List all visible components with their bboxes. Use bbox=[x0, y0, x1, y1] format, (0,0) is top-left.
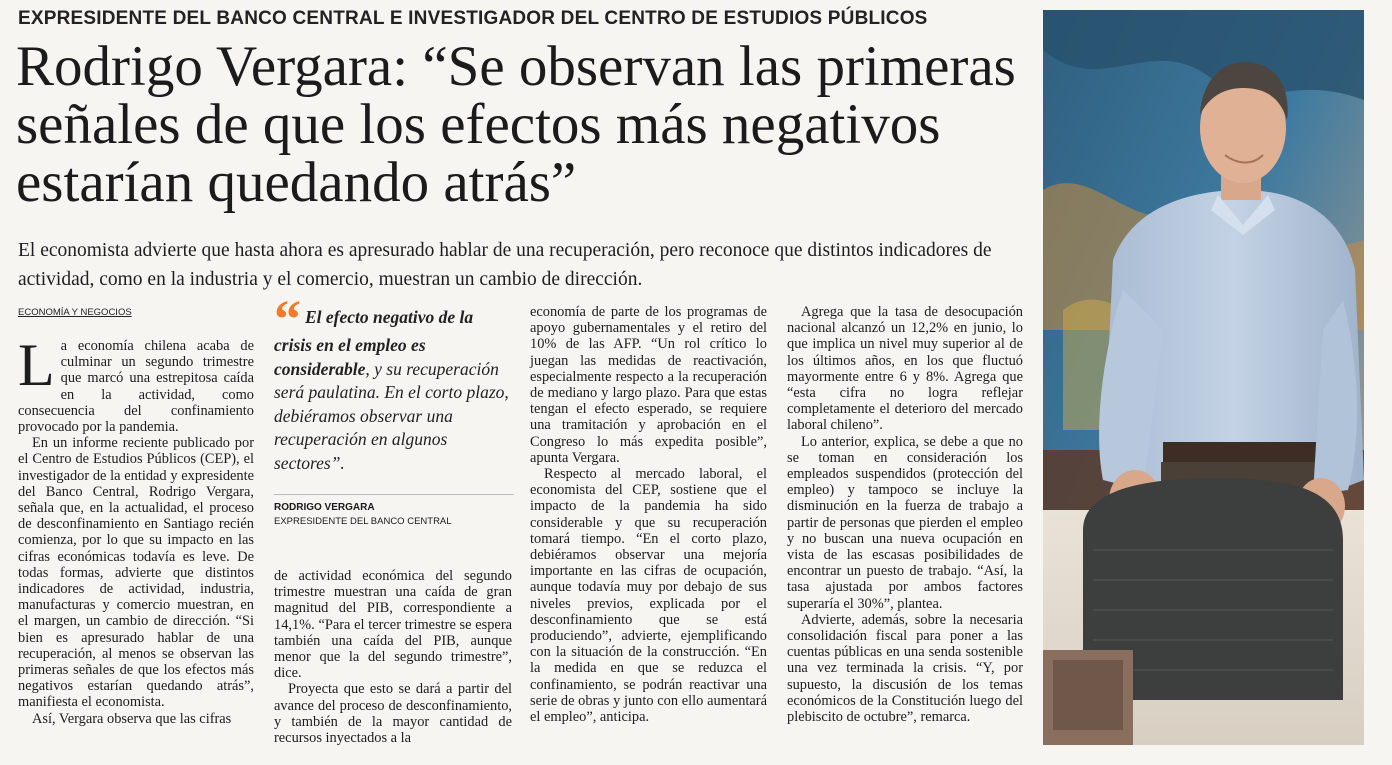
paragraph: de actividad económica del segundo trimestre muestran una caída de gran magnitud del PIB, correspondiente a 14,1%. “Para el tercer trimestre se espera también una caída del PIB, aunque menor que la del segundo trimestre”, dice. bbox=[274, 568, 512, 682]
paragraph: Respecto al mercado laboral, el economista del CEP, sostiene que el impacto de la pandemia ha sido considerable y que su recuperación tomará tiempo. “En el corto plazo, debiéramos observar una mejoría importante en las cifras de ocupación, aunque todavía muy por debajo de sus niveles previos, explicada por el desconfinamiento que se está produciendo”, advierte, ejemplificando con la situación de la construcción. “En la medida en que se reduzca el confinamiento, se podrán reactivar una serie de obras y junto con ello aumentará el empleo”, anticipa. bbox=[530, 466, 767, 726]
pull-quote-author-role: EXPRESIDENTE DEL BANCO CENTRAL bbox=[274, 516, 452, 527]
article-column-1 bbox=[18, 332, 254, 727]
article-kicker: EXPRESIDENTE DEL BANCO CENTRAL E INVESTIGADOR DEL CENTRO DE ESTUDIOS PÚBLICOS bbox=[18, 8, 928, 29]
paragraph bbox=[18, 332, 254, 436]
paragraph: Lo anterior, explica, se debe a que no se toman en consideración los empleados suspendidos (protección del empleo) y tampoco se incluye la disminución en la fuerza de trabajo a partir de personas que pierden el empleo y no buscan una nueva ocupación en vista de las escasas posibilidades de encontrar un puesto de trabajo. “Así, la tasa ajustada por ambos factores superaría el 30%”, plantea. bbox=[787, 433, 1023, 612]
paragraph: economía de parte de los programas de apoyo gubernamentales y el retiro del 10% de las AFP. “Un rol crítico lo juegan las medidas de reactivación, especialmente respecto a la recuperación de mediano y largo plazo. Para que estas tengan el efecto esperado, se requiere una tramitación y aprobación en el Congreso lo más expedita posible”, apunta Vergara. bbox=[530, 304, 767, 466]
drop-cap: L bbox=[18, 332, 55, 398]
paragraph: Agrega que la tasa de desocupación nacional alcanzó un 12,2% en junio, lo que implica un nivel muy superior al de los últimos años, en los que fluctuó mayormente entre 6 y 8%. Agrega que “esta cifra no logra reflejar completamente el deterioro del mercado laboral chileno”. bbox=[787, 304, 1023, 434]
paragraph: Advierte, además, sobre la necesaria consolidación fiscal para poner a las cuentas públicas en una senda sostenible una vez terminada la crisis. “Y, por supuesto, la discusión de los temas económicos de la Constitución luego del plebiscito de octubre”, remarca. bbox=[787, 611, 1023, 726]
pull-quote bbox=[274, 289, 514, 475]
paragraph: Así, Vergara observa que las cifras bbox=[32, 710, 232, 727]
paragraph: Proyecta que esto se dará a partir del avance del proceso de desconfinamiento, y también de la mayor cantidad de recursos inyectados a la bbox=[274, 681, 512, 747]
pull-quote-bold: El efecto negativo de la crisis en el empleo es considerable bbox=[274, 307, 474, 379]
quote-mark-icon: “ bbox=[274, 289, 301, 349]
article-photo bbox=[1043, 10, 1364, 745]
paragraph-text: a economía chilena acaba de culminar un segundo trimestre que marcó una estrepitosa caída en la actividad, como consecuencia del confinamiento provocado por la pandemia. bbox=[18, 338, 254, 436]
article-column-2 bbox=[274, 568, 512, 746]
article-deck: El economista advierte que hasta ahora es apresurado hablar de una recuperación, pero reconoce que distintos indicadores de actividad, como en la industria y el comercio, muestran un cambio de dirección. bbox=[18, 240, 992, 290]
article-column-3 bbox=[530, 304, 767, 725]
pull-quote-author: RODRIGO VERGARA bbox=[274, 502, 375, 513]
article-column-4 bbox=[787, 304, 1023, 725]
portrait-illustration bbox=[1043, 10, 1364, 745]
pull-quote-text: , y su recuperación será paulatina. En el corto plazo, debiéramos observar una recuperación en algunos sectores”. bbox=[274, 358, 509, 473]
pull-quote-divider bbox=[274, 494, 514, 495]
paragraph: En un informe reciente publicado por el Centro de Estudios Públicos (CEP), el investigador de la entidad y expresidente del Banco Central, Rodrigo Vergara, señala que, en la actualidad, el proceso de desconfinamiento en Santiago recién comienza, por lo que su impacto en las cifras económicas todavía es leve. De todas formas, advierte que distintos indicadores de actividad, industria, manufacturas y comercio muestran, en el margen, un cambio de dirección. “Si bien es apresurado hablar de una recuperación, al menos se observan las primeras señales de que los efectos más negativos estarían quedando atrás”, manifiesta el economista. bbox=[18, 435, 254, 711]
article-headline: Rodrigo Vergara: “Se observan las primeras señales de que los efectos más negativos estarían quedando atrás” bbox=[16, 35, 1016, 214]
section-tag: ECONOMÍA Y NEGOCIOS bbox=[18, 307, 132, 318]
